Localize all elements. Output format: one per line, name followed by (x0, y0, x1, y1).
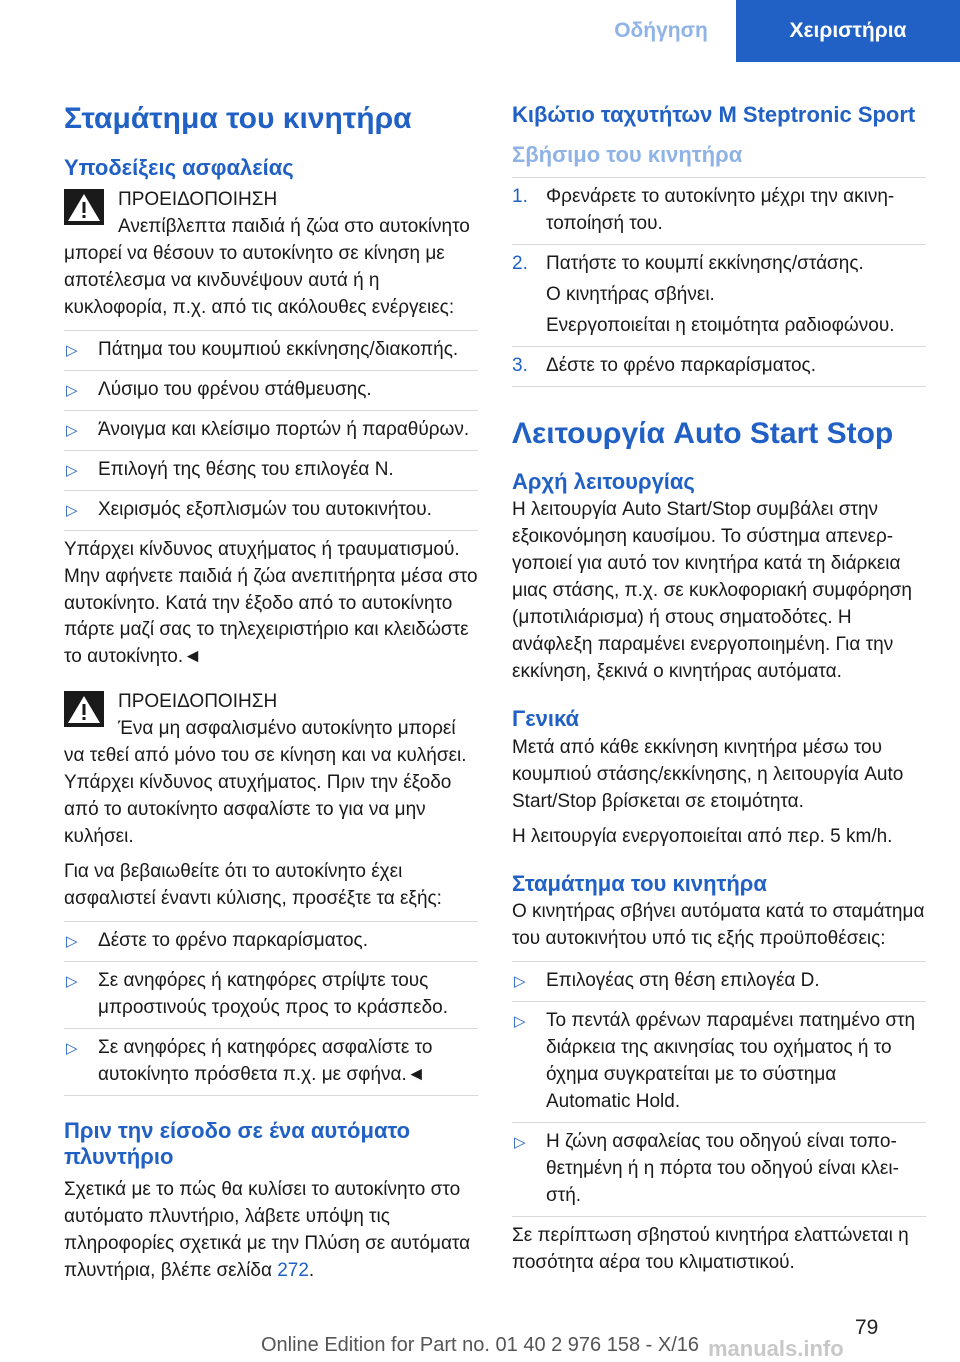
list-item: ▷ Σε ανηφόρες ή κατηφόρες στρίψτε τους μπροστινούς τροχούς προς το κράσπεδο. (64, 962, 478, 1029)
general-text-1: Μετά από κάθε εκκίνηση κινητήρα μέσω του κουμπιού στάσης/εκκίνησης, η λειτουργία Auto Start/Stop βρίσκεται σε ετοιμότητα. (512, 736, 904, 812)
stop-text: Ο κινητήρας σβήνει αυτόματα κατά το σταμάτημα του αυτοκινήτου υπό τις εξής προϋποθέσεις: (512, 900, 925, 949)
warning2-list (64, 921, 478, 1096)
triangle-right-icon: ▷ (66, 461, 78, 479)
list-item: 1. Φρενάρετε το αυτοκίνητο μέχρι την ακινητοποίησή του. (512, 178, 926, 245)
warning2-after: Για να βεβαιωθείτε ότι το αυτοκίνητο έχει ασφαλιστεί έναντι κύλισης, προσέξτε τα εξής: (64, 861, 442, 910)
triangle-right-icon: ▷ (66, 973, 78, 991)
list-item: ▷ Η ζώνη ασφαλείας του οδηγού είναι τοποθετημένη ή η πόρτα του οδηγού είναι κλειστή. (512, 1123, 926, 1217)
step-note: Ο κινητήρας σβήνει. (546, 283, 715, 305)
warning1-after: Υπάρχει κίνδυνος ατυχήματος ή τραυματισμού. Μην αφήνετε παιδιά ή ζώα ανεπιτήρητα μέσα στο αυτοκίνητο. Κατά την έξοδο από το αυτοκίνητο πάρτε μαζί σας το τηλεχειριστήριο και κλειδώστε το αυτοκίνητο.◄ (64, 538, 478, 668)
warning-block-2 (64, 689, 478, 851)
stop-heading: Σταμάτημα του κινητήρα (512, 870, 767, 896)
triangle-right-icon: ▷ (66, 421, 78, 439)
safety-heading: Υποδείξεις ασφαλείας (64, 154, 294, 180)
warning-block-1 (64, 187, 478, 322)
list-item: ▷ Σε ανηφόρες ή κατηφόρες ασφαλίστε το αυτοκίνητο πρόσθετα π.χ. με σφήνα.◄ (64, 1029, 478, 1096)
triangle-right-icon: ▷ (514, 972, 526, 990)
stop-list (512, 961, 926, 1217)
stop-after: Σε περίπτωση σβηστού κινητήρα ελαττώνεται η ποσότητα αέρα του κλιματιστικού. (512, 1224, 909, 1273)
triangle-right-icon: ▷ (66, 1040, 78, 1058)
step-note: Ενεργοποιείται η ετοιμότητα ραδιοφώνου. (546, 314, 895, 336)
list-item: ▷ Το πεντάλ φρένων παραμένει πατημένο στη διάρκεια της ακινησίας του οχήματος ή το όχημα συγκρατείται με το σύστημα Automatic Hold. (512, 1002, 926, 1123)
warning1-list (64, 330, 478, 531)
triangle-right-icon: ▷ (66, 381, 78, 399)
page-number: 79 (855, 1316, 879, 1339)
principle-heading: Αρχή λειτουργίας (512, 469, 695, 495)
warning-triangle-icon (64, 691, 104, 727)
list-item: ▷ Άνοιγμα και κλείσιμο πορτών ή παραθύρων. (64, 411, 478, 451)
carwash-text: Σχετικά με το πώς θα κυλίσει το αυτοκίνητο στο αυτόματο πλυντήριο, λάβετε υπόψη τις πληροφορίες σχετικά με την Πλύση σε αυτόματα πλυντήρια, βλέπε σελίδα 272. (64, 1178, 471, 1281)
warning-triangle-icon (64, 189, 104, 225)
triangle-right-icon: ▷ (514, 1012, 526, 1030)
list-item: ▷ Επιλογή της θέσης του επιλογέα N. (64, 451, 478, 491)
warning-body: Ανεπίβλεπτα παιδιά ή ζώα στο αυτοκίνητο μπορεί να θέσουν το αυτοκίνητο σε κίνηση με αποτέλεσμα να κινδυνέψουν αυτά ή η κυκλοφορία, π.χ. από τις ακόλουθες ενέργειες: (64, 215, 470, 318)
header-tabs (586, 0, 960, 62)
page-title: Σταμάτημα του κινητήρα (64, 102, 412, 135)
engine-off-steps (512, 177, 926, 387)
right-column (512, 96, 926, 1285)
warning-title: ΠΡΟΕΙΔΟΠΟΙΗΣΗ (118, 188, 278, 210)
triangle-right-icon: ▷ (66, 341, 78, 359)
warning-title: ΠΡΟΕΙΔΟΠΟΙΗΣΗ (118, 691, 278, 713)
engine-off-heading: Σβήσιμο του κινητήρα (512, 142, 743, 168)
warning-body: Ένα μη ασφαλισμένο αυτοκίνητο μπορεί να τεθεί από μόνο του σε κίνηση και να κυλήσει. Υπάρχει κίνδυνος ατυχήματος. Πριν την έξοδο από το αυτοκίνητο ασφαλίστε το για να μην κυλήσει. (64, 718, 467, 848)
autostart-title: Λειτουργία Auto Start Stop (512, 416, 894, 450)
principle-text: Η λειτουργία Auto Start/Stop συμβάλει στην εξοικονόμηση καυσίμου. Το σύστημα απενεργοποιεί για αυτό τον κινητήρα κατά τη διάρκεια μιας στάσης, π.χ. σε κυκλοφοριακή συμφόρηση (μποτιλιάρισμα) ή στους σηματοδότες. Η ανάφλεξη παραμένει ενεργοποιημένη. Για την εκκίνηση, ξεκινά ο κινητήρας αυτόματα. (512, 499, 912, 683)
carwash-heading: Πριν την είσοδο σε ένα αυτόματο πλυντήριο (64, 1118, 411, 1170)
triangle-right-icon: ▷ (514, 1133, 526, 1151)
list-item: ▷ Πάτημα του κουμπιού εκκίνησης/διακοπής. (64, 331, 478, 371)
general-heading: Γενικά (512, 706, 580, 732)
page-link[interactable]: 272 (277, 1259, 309, 1281)
list-item: 3. Δέστε το φρένο παρκαρίσματος. (512, 347, 926, 387)
list-item: ▷ Χειρισμός εξοπλισμών του αυτοκινήτου. (64, 491, 478, 531)
triangle-right-icon: ▷ (66, 501, 78, 519)
tab-controls[interactable]: Χειριστήρια (736, 0, 960, 62)
list-item: ▷ Δέστε το φρένο παρκαρίσματος. (64, 922, 478, 962)
tab-driving[interactable]: Οδήγηση (586, 0, 736, 62)
gearbox-heading: Κιβώτιο ταχυτήτων M Steptronic Sport (512, 102, 916, 127)
left-column (64, 96, 478, 1293)
general-text-2: Η λειτουργία ενεργοποιείται από περ. 5 km/h. (512, 825, 893, 847)
list-item: ▷ Λύσιμο του φρένου στάθμευσης. (64, 371, 478, 411)
footer-edition: Online Edition for Part no. 01 40 2 976 158 - X/16 (260, 1334, 700, 1356)
list-item: 2. Πατήστε το κουμπί εκκίνησης/στάσης. Ο κινητήρας σβήνει. Ενεργοποιείται η ετοιμότητα ραδιοφώνου. (512, 245, 926, 347)
watermark: manuals.info (708, 1336, 844, 1361)
triangle-right-icon: ▷ (66, 933, 78, 951)
list-item: ▷ Επιλογέας στη θέση επιλογέα D. (512, 962, 926, 1002)
